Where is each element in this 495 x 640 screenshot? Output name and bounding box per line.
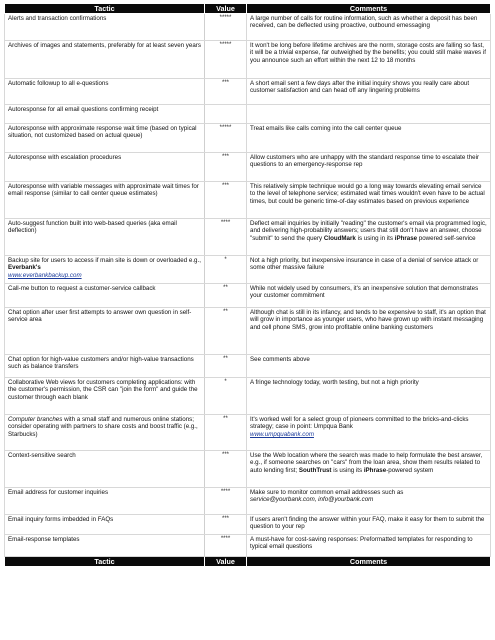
value-stars: *****: [219, 42, 232, 48]
value-cell: [205, 378, 247, 415]
table-row: [5, 284, 491, 308]
comments-text: Although chat is still in its infancy, and tends to be expensive to staff, it's an option that will grow in importance as younger users, who have grown up with instant messaging and cell phone SMS, grow into profitable online banking customers: [250, 309, 486, 331]
tactic-cell: [5, 219, 205, 256]
tactic-cell: [5, 256, 205, 284]
comments-text: Not a high priority, but inexpensive insurance in case of a denial of service attack or some other massive failure: [250, 257, 479, 272]
comments-text: Deflect email inquiries by initially "reading" the customer's email via programmed logic, and delivering high-probability answers; users that still don't have an answer, choose "submit" to send the query: [250, 220, 487, 242]
value-cell: [205, 182, 247, 219]
value-cell: [205, 308, 247, 355]
comments-text: Use the Web location where the search was made to help formulate the best answer, e.g., if someone searches on "cars" from the loan area, show them results related to auto lending first;: [250, 452, 483, 474]
comments-text: It's worked well for a select group of pioneers committed to the bricks-and-clicks strategy; case in point: Umpqua Bank: [250, 416, 469, 431]
table-row: [5, 219, 491, 256]
comments-cell: [247, 488, 491, 515]
table-row: [5, 451, 491, 488]
table-row: [5, 182, 491, 219]
tactic-italic-text: Computer branches: [8, 416, 63, 423]
comments-bold-text: SouthTrust: [298, 466, 332, 474]
comments-cell: [247, 515, 491, 535]
header-comments: Comments: [247, 4, 491, 14]
comments-cell: [247, 182, 491, 219]
tactic-cell: [5, 308, 205, 355]
tactic-text: Email address for customer inquiries: [8, 489, 109, 496]
comments-cell: [247, 41, 491, 79]
tactic-cell: [5, 515, 205, 535]
tactics-table: [4, 3, 491, 567]
tactic-text: Autoresponse with approximate response wait time (based on typical situation, not customized based on actual queue): [8, 125, 197, 140]
comments-text: Allow customers who are unhappy with the standard response time to escalate their questions to an emergency-response rep: [250, 154, 480, 169]
value-stars: **: [223, 416, 228, 422]
tactic-text: Auto-suggest function built into web-based queries (aka email deflection): [8, 220, 177, 235]
header-row: [5, 4, 491, 14]
comments-cell: [247, 284, 491, 308]
tactic-text: Backup site for users to access if main site is down or overloaded e.g.,: [8, 257, 201, 264]
tactic-bold-text: Everbank's: [8, 264, 41, 272]
comments-text: While not widely used by consumers, it's an inexpensive solution that demonstrates your customer commitment: [250, 285, 479, 300]
comments-link[interactable]: www.umpquabank.com: [250, 430, 314, 438]
table-row: [5, 41, 491, 79]
table-row: [5, 105, 491, 124]
tactic-text: Archives of images and statements, preferably for at least seven years: [8, 42, 201, 49]
tactic-cell: [5, 378, 205, 415]
comments-text: This relatively simple technique would go a long way towards elevating email service to the level of telephone service; estimated wait times wouldn't even have to be actual times, but could be generic time-of-day estimates based on previous experience: [250, 183, 485, 205]
value-cell: [205, 355, 247, 378]
tactic-cell: [5, 41, 205, 79]
tactic-text: Autoresponse with escalation procedures: [8, 154, 122, 161]
comments-cell: [247, 153, 491, 182]
value-cell: [205, 219, 247, 256]
table-row: [5, 415, 491, 451]
tactic-text: with a small staff and numerous online stations; consider operating with partners to share costs and boost traffic (e.g., Starbucks): [8, 416, 198, 438]
value-cell: [205, 451, 247, 488]
comments-text: -powered system: [386, 466, 434, 474]
footer-comments: Comments: [247, 557, 491, 567]
tactic-cell: [5, 535, 205, 557]
value-stars: **: [223, 285, 228, 291]
comments-bold-text: iPhrase: [394, 234, 418, 242]
table-row: [5, 355, 491, 378]
header-tactic: Tactic: [5, 4, 205, 14]
tactic-text: Call-me button to request a customer-service callback: [8, 285, 156, 292]
tactic-text: Autoresponse for all email questions confirming receipt: [8, 106, 159, 113]
comments-cell: [247, 256, 491, 284]
comments-text: powered self-service: [417, 234, 476, 242]
tactic-cell: [5, 284, 205, 308]
comments-text: A fringe technology today, worth testing, but not a high priority: [250, 379, 419, 386]
tactic-cell: [5, 79, 205, 105]
value-stars: *****: [219, 125, 232, 131]
value-stars: ****: [220, 489, 231, 495]
tactic-text: Automatic followup to all e-questions: [8, 80, 109, 87]
value-cell: [205, 79, 247, 105]
value-cell: [205, 41, 247, 79]
table-row: [5, 153, 491, 182]
value-stars: ***: [221, 80, 229, 86]
table-row: [5, 256, 491, 284]
value-stars: **: [223, 309, 228, 315]
tactic-text: Chat option for high-value customers and/or high-value transactions such as balance transfers: [8, 356, 194, 371]
comments-cell: [247, 124, 491, 153]
table-body: [5, 14, 491, 557]
tactic-text: Chat option after user first attempts to answer own question in self-service area: [8, 309, 192, 324]
tactics-table-sheet: [4, 3, 490, 567]
comments-text: It won't be long before lifetime archives are the norm, storage costs are falling so fast, it will be a trivial expense, far outweighed by the benefits; you could still make waves if you announce such an effort within the next 12 to 18 months: [250, 42, 486, 64]
comments-text: Treat emails like calls coming into the call center queue: [250, 125, 402, 132]
tactic-link[interactable]: www.everbankbackup.com: [8, 271, 82, 279]
value-stars: ****: [220, 220, 231, 226]
comments-text: Make sure to monitor common email addresses such as: [250, 489, 404, 496]
tactic-text: Email inquiry forms imbedded in FAQs: [8, 516, 114, 523]
comments-bold-text: iPhrase: [363, 466, 387, 474]
tactic-text: Email-response templates: [8, 536, 80, 543]
comments-cell: [247, 535, 491, 557]
tactic-text: Context-sensitive search: [8, 452, 76, 459]
value-stars: ****: [220, 536, 231, 542]
comments-cell: [247, 451, 491, 488]
comments-text: A must-have for cost-saving responses: Preformatted templates for responding to typical email questions: [250, 536, 473, 551]
value-stars: ***: [221, 183, 229, 189]
tactic-cell: [5, 124, 205, 153]
value-stars: **: [223, 356, 228, 362]
footer-tactic: Tactic: [5, 557, 205, 567]
tactic-cell: [5, 105, 205, 124]
comments-cell: [247, 14, 491, 41]
tactic-text: Alerts and transaction confirmations: [8, 15, 107, 22]
table-row: [5, 515, 491, 535]
comments-cell: [247, 79, 491, 105]
comments-text: See comments above: [250, 356, 310, 363]
value-cell: [205, 105, 247, 124]
table-row: [5, 124, 491, 153]
value-stars: *****: [219, 15, 232, 21]
value-cell: [205, 256, 247, 284]
comments-text: A short email sent a few days after the initial inquiry shows you really care about customer satisfaction and can head off any lingering problems: [250, 80, 470, 95]
value-stars: *: [224, 379, 227, 385]
table-row: [5, 535, 491, 557]
comments-text: is using its: [331, 466, 364, 474]
tactic-cell: [5, 451, 205, 488]
tactic-cell: [5, 182, 205, 219]
comments-cell: [247, 415, 491, 451]
comments-cell: [247, 378, 491, 415]
tactic-text: Autoresponse with variable messages with approximate wait times for email response (similar to call center queue estimates): [8, 183, 199, 198]
value-cell: [205, 535, 247, 557]
value-stars: *: [224, 257, 227, 263]
value-cell: [205, 415, 247, 451]
footer-value: Value: [205, 557, 247, 567]
comments-cell: [247, 355, 491, 378]
value-stars: ***: [221, 154, 229, 160]
footer-row: [5, 557, 491, 567]
tactic-cell: [5, 355, 205, 378]
comments-cell: [247, 219, 491, 256]
comments-italic-text: service@yourbank.com, info@yourbank.com: [250, 496, 374, 504]
table-row: [5, 79, 491, 105]
value-cell: [205, 124, 247, 153]
comments-text: If users aren't finding the answer within your FAQ, make it easy for them to submit the question to your rep: [250, 516, 485, 531]
comments-text: A large number of calls for routine information, such as whether a deposit has been received, can be deflected using proactive, outbound emessaging: [250, 15, 478, 30]
value-cell: [205, 515, 247, 535]
table-row: [5, 378, 491, 415]
table-row: [5, 488, 491, 515]
tactic-text: Collaborative Web views for customers completing applications: with the customer's permission, the CSR can "join the form" and guide the customer through each blank: [8, 379, 198, 401]
value-cell: [205, 14, 247, 41]
table-row: [5, 308, 491, 355]
tactic-cell: [5, 153, 205, 182]
value-cell: [205, 153, 247, 182]
value-stars: ***: [221, 516, 229, 522]
header-value: Value: [205, 4, 247, 14]
comments-cell: [247, 105, 491, 124]
tactic-cell: [5, 488, 205, 515]
tactic-cell: [5, 14, 205, 41]
value-cell: [205, 284, 247, 308]
tactic-cell: [5, 415, 205, 451]
comments-text: is using in its: [355, 234, 395, 242]
value-stars: ***: [221, 452, 229, 458]
comments-cell: [247, 308, 491, 355]
value-cell: [205, 488, 247, 515]
comments-bold-text: CloudMark: [323, 234, 356, 242]
table-row: [5, 14, 491, 41]
